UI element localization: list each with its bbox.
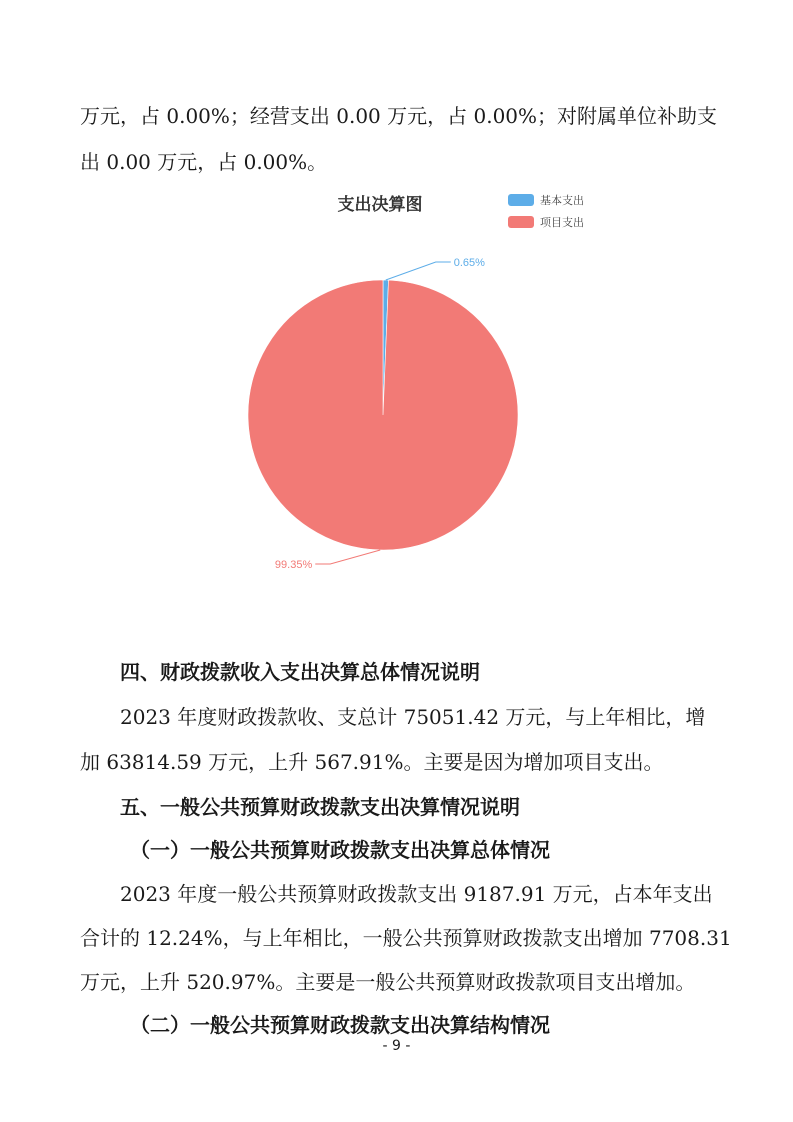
chart-title: 支出决算图 <box>337 195 423 214</box>
pie-slice-project <box>248 280 518 550</box>
paragraph-line: 2023 年度财政拨款收、支总计 75051.42 万元，与上年相比，增 <box>120 705 706 729</box>
paragraph-line: 加 63814.59 万元，上升 567.91%。主要是因为增加项目支出。 <box>80 750 664 774</box>
paragraph-line: 2023 年度一般公共预算财政拨款支出 9187.91 万元，占本年支出 <box>120 882 713 906</box>
pie-leader-line <box>315 550 380 564</box>
paragraph-line: 合计的 12.24%，与上年相比，一般公共预算财政拨款支出增加 7708.31 <box>80 926 732 950</box>
expenditure-pie-chart <box>230 180 610 600</box>
legend-swatch <box>508 194 534 206</box>
section-heading-5: 五、一般公共预算财政拨款支出决算情况说明 <box>120 795 520 819</box>
legend-label: 项目支出 <box>540 217 584 229</box>
pie-label-project: 99.35% <box>274 558 313 571</box>
legend-swatch <box>508 216 534 228</box>
subsection-heading-5-1: （一）一般公共预算财政拨款支出决算总体情况 <box>130 838 550 862</box>
pie-leader-line <box>386 262 451 280</box>
page-number: - 9 - <box>382 1038 411 1054</box>
paragraph-line: 万元，占 0.00%；经营支出 0.00 万元，占 0.00%；对附属单位补助支 <box>80 104 718 128</box>
pie-label-basic: 0.65% <box>453 257 485 270</box>
chart-legend <box>508 193 584 229</box>
section-heading-4: 四、财政拨款收入支出决算总体情况说明 <box>120 660 480 684</box>
paragraph-line: 万元，上升 520.97%。主要是一般公共预算财政拨款项目支出增加。 <box>80 970 696 994</box>
legend-label: 基本支出 <box>540 195 584 207</box>
paragraph-line: 出 0.00 万元，占 0.00%。 <box>80 150 328 174</box>
subsection-heading-5-2: （二）一般公共预算财政拨款支出决算结构情况 <box>130 1013 550 1037</box>
pie-slices <box>248 280 518 550</box>
pie-chart-svg <box>230 180 610 600</box>
